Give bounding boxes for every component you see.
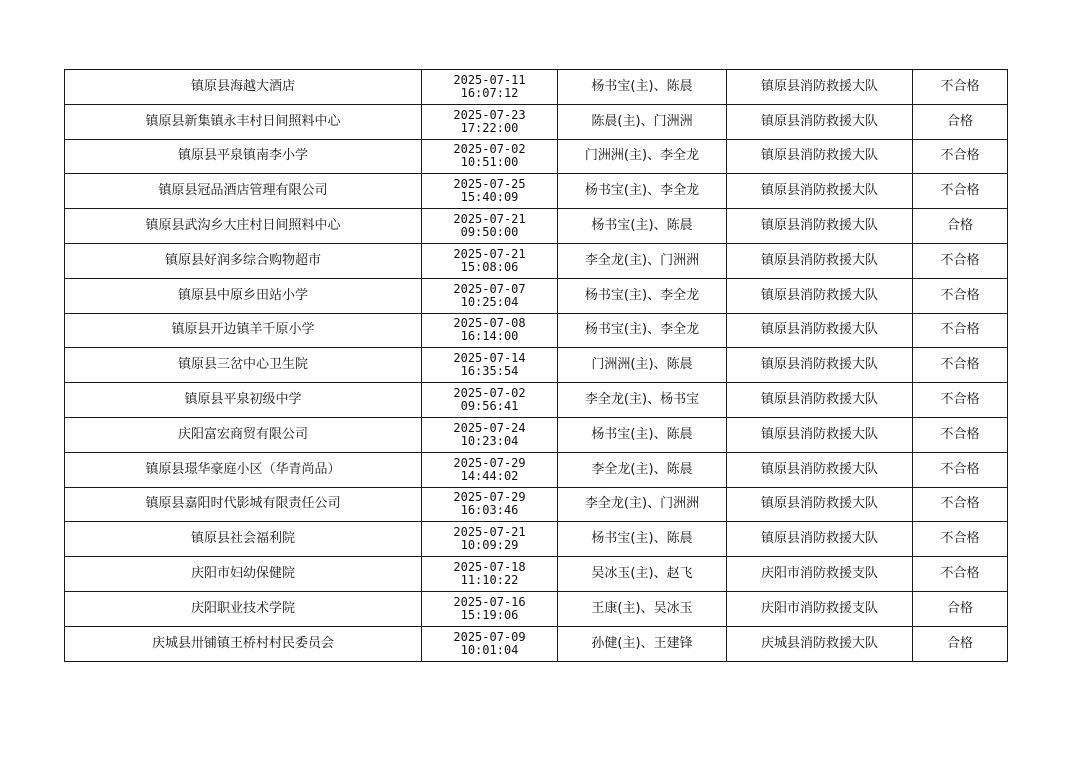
inspection-date: 2025-07-24	[453, 420, 526, 435]
inspection-clock-time: 15:40:09	[460, 190, 519, 205]
result-cell: 不合格	[913, 174, 1008, 209]
inspection-date: 2025-07-29	[453, 455, 526, 470]
table-row	[65, 591, 1008, 626]
inspectors-cell: 李全龙(主)、杨书宝	[558, 383, 727, 418]
inspecting-unit-cell: 镇原县消防救援大队	[727, 522, 913, 557]
inspection-time-cell	[422, 313, 558, 348]
inspectors-cell: 杨书宝(主)、陈晨	[558, 209, 727, 244]
inspectors-cell: 李全龙(主)、门洲洲	[558, 243, 727, 278]
inspecting-unit-cell: 庆阳市消防救援支队	[727, 591, 913, 626]
inspection-date: 2025-07-02	[453, 386, 526, 401]
inspectors-cell: 陈晨(主)、门洲洲	[558, 104, 727, 139]
inspecting-unit-cell: 镇原县消防救援大队	[727, 70, 913, 105]
inspectors-cell: 杨书宝(主)、李全龙	[558, 278, 727, 313]
inspecting-unit-cell: 镇原县消防救援大队	[727, 487, 913, 522]
unit-name-cell: 镇原县冠品酒店管理有限公司	[65, 174, 422, 209]
inspectors-cell: 李全龙(主)、陈晨	[558, 452, 727, 487]
inspection-time-cell	[422, 243, 558, 278]
inspectors-cell: 杨书宝(主)、陈晨	[558, 417, 727, 452]
inspectors-cell: 杨书宝(主)、陈晨	[558, 522, 727, 557]
inspection-clock-time: 10:25:04	[460, 294, 519, 309]
inspection-time-cell	[422, 522, 558, 557]
inspectors-cell: 杨书宝(主)、李全龙	[558, 313, 727, 348]
unit-name-cell: 庆城县卅铺镇王桥村村民委员会	[65, 626, 422, 661]
inspection-clock-time: 16:07:12	[460, 85, 519, 100]
table-row	[65, 209, 1008, 244]
inspection-time-cell	[422, 104, 558, 139]
inspection-date: 2025-07-23	[453, 107, 526, 122]
table-row	[65, 139, 1008, 174]
unit-name-cell: 镇原县好润多综合购物超市	[65, 243, 422, 278]
inspection-records-table	[64, 69, 1008, 662]
inspection-time-cell	[422, 209, 558, 244]
inspection-clock-time: 10:23:04	[460, 433, 519, 448]
inspection-clock-time: 09:50:00	[460, 225, 519, 240]
unit-name-cell: 镇原县璟华豪庭小区（华青尚品）	[65, 452, 422, 487]
result-cell: 不合格	[913, 139, 1008, 174]
inspection-clock-time: 16:35:54	[460, 364, 519, 379]
inspectors-cell: 杨书宝(主)、李全龙	[558, 174, 727, 209]
table-row	[65, 626, 1008, 661]
inspection-clock-time: 10:09:29	[460, 538, 519, 553]
inspection-time-cell	[422, 487, 558, 522]
result-cell: 不合格	[913, 452, 1008, 487]
inspection-date: 2025-07-18	[453, 560, 526, 575]
table-row	[65, 417, 1008, 452]
result-cell: 不合格	[913, 383, 1008, 418]
inspection-time-cell	[422, 626, 558, 661]
inspection-time-cell	[422, 557, 558, 592]
inspection-clock-time: 17:22:00	[460, 120, 519, 135]
inspection-date: 2025-07-21	[453, 212, 526, 227]
result-cell: 合格	[913, 104, 1008, 139]
unit-name-cell: 镇原县平泉初级中学	[65, 383, 422, 418]
inspection-time-cell	[422, 174, 558, 209]
unit-name-cell: 镇原县海越大酒店	[65, 70, 422, 105]
inspection-date: 2025-07-11	[453, 72, 526, 87]
inspection-clock-time: 16:03:46	[460, 503, 519, 518]
inspection-clock-time: 10:01:04	[460, 642, 519, 657]
inspection-date: 2025-07-16	[453, 594, 526, 609]
table-row	[65, 383, 1008, 418]
inspection-date: 2025-07-25	[453, 177, 526, 192]
result-cell: 不合格	[913, 70, 1008, 105]
inspection-clock-time: 09:56:41	[460, 399, 519, 414]
inspecting-unit-cell: 镇原县消防救援大队	[727, 174, 913, 209]
inspectors-cell: 杨书宝(主)、陈晨	[558, 70, 727, 105]
table-row	[65, 278, 1008, 313]
inspection-clock-time: 11:10:22	[460, 573, 519, 588]
table-row	[65, 70, 1008, 105]
result-cell: 不合格	[913, 487, 1008, 522]
result-cell: 合格	[913, 626, 1008, 661]
inspection-clock-time: 14:44:02	[460, 468, 519, 483]
table-row	[65, 522, 1008, 557]
unit-name-cell: 庆阳市妇幼保健院	[65, 557, 422, 592]
result-cell: 不合格	[913, 417, 1008, 452]
unit-name-cell: 镇原县平泉镇南李小学	[65, 139, 422, 174]
table-row	[65, 174, 1008, 209]
inspection-date: 2025-07-07	[453, 281, 526, 296]
inspecting-unit-cell: 镇原县消防救援大队	[727, 417, 913, 452]
result-cell: 不合格	[913, 522, 1008, 557]
inspection-clock-time: 15:19:06	[460, 607, 519, 622]
inspecting-unit-cell: 镇原县消防救援大队	[727, 348, 913, 383]
table-row	[65, 243, 1008, 278]
table-row	[65, 313, 1008, 348]
inspection-date: 2025-07-02	[453, 142, 526, 157]
inspecting-unit-cell: 镇原县消防救援大队	[727, 452, 913, 487]
inspecting-unit-cell: 镇原县消防救援大队	[727, 278, 913, 313]
inspecting-unit-cell: 镇原县消防救援大队	[727, 209, 913, 244]
inspection-date: 2025-07-08	[453, 316, 526, 331]
unit-name-cell: 庆阳职业技术学院	[65, 591, 422, 626]
inspection-clock-time: 15:08:06	[460, 259, 519, 274]
result-cell: 合格	[913, 209, 1008, 244]
table-body	[65, 70, 1008, 662]
inspectors-cell: 门洲洲(主)、陈晨	[558, 348, 727, 383]
unit-name-cell: 镇原县中原乡田站小学	[65, 278, 422, 313]
inspection-clock-time: 16:14:00	[460, 329, 519, 344]
inspection-time-cell	[422, 278, 558, 313]
result-cell: 不合格	[913, 557, 1008, 592]
inspecting-unit-cell: 镇原县消防救援大队	[727, 313, 913, 348]
result-cell: 不合格	[913, 243, 1008, 278]
inspection-date: 2025-07-21	[453, 246, 526, 261]
inspecting-unit-cell: 庆阳市消防救援支队	[727, 557, 913, 592]
inspectors-cell: 孙健(主)、王建锋	[558, 626, 727, 661]
result-cell: 合格	[913, 591, 1008, 626]
inspectors-cell: 王康(主)、吴冰玉	[558, 591, 727, 626]
inspection-date: 2025-07-21	[453, 525, 526, 540]
inspection-date: 2025-07-09	[453, 629, 526, 644]
unit-name-cell: 镇原县三岔中心卫生院	[65, 348, 422, 383]
result-cell: 不合格	[913, 313, 1008, 348]
inspection-time-cell	[422, 452, 558, 487]
inspection-time-cell	[422, 591, 558, 626]
unit-name-cell: 镇原县社会福利院	[65, 522, 422, 557]
unit-name-cell: 镇原县嘉阳时代影城有限责任公司	[65, 487, 422, 522]
inspectors-cell: 门洲洲(主)、李全龙	[558, 139, 727, 174]
unit-name-cell: 镇原县开边镇羊千原小学	[65, 313, 422, 348]
table-row	[65, 104, 1008, 139]
inspection-date: 2025-07-14	[453, 351, 526, 366]
table-row	[65, 452, 1008, 487]
inspectors-cell: 李全龙(主)、门洲洲	[558, 487, 727, 522]
table-row	[65, 487, 1008, 522]
inspectors-cell: 吴冰玉(主)、赵飞	[558, 557, 727, 592]
inspection-clock-time: 10:51:00	[460, 155, 519, 170]
unit-name-cell: 镇原县武沟乡大庄村日间照料中心	[65, 209, 422, 244]
table-row	[65, 348, 1008, 383]
inspecting-unit-cell: 镇原县消防救援大队	[727, 383, 913, 418]
inspecting-unit-cell: 镇原县消防救援大队	[727, 139, 913, 174]
inspecting-unit-cell: 镇原县消防救援大队	[727, 104, 913, 139]
inspection-time-cell	[422, 417, 558, 452]
inspecting-unit-cell: 庆城县消防救援大队	[727, 626, 913, 661]
inspection-time-cell	[422, 70, 558, 105]
inspection-time-cell	[422, 383, 558, 418]
inspection-date: 2025-07-29	[453, 490, 526, 505]
table-row	[65, 557, 1008, 592]
inspection-time-cell	[422, 348, 558, 383]
result-cell: 不合格	[913, 278, 1008, 313]
unit-name-cell: 庆阳富宏商贸有限公司	[65, 417, 422, 452]
unit-name-cell: 镇原县新集镇永丰村日间照料中心	[65, 104, 422, 139]
result-cell: 不合格	[913, 348, 1008, 383]
inspecting-unit-cell: 镇原县消防救援大队	[727, 243, 913, 278]
inspection-time-cell	[422, 139, 558, 174]
